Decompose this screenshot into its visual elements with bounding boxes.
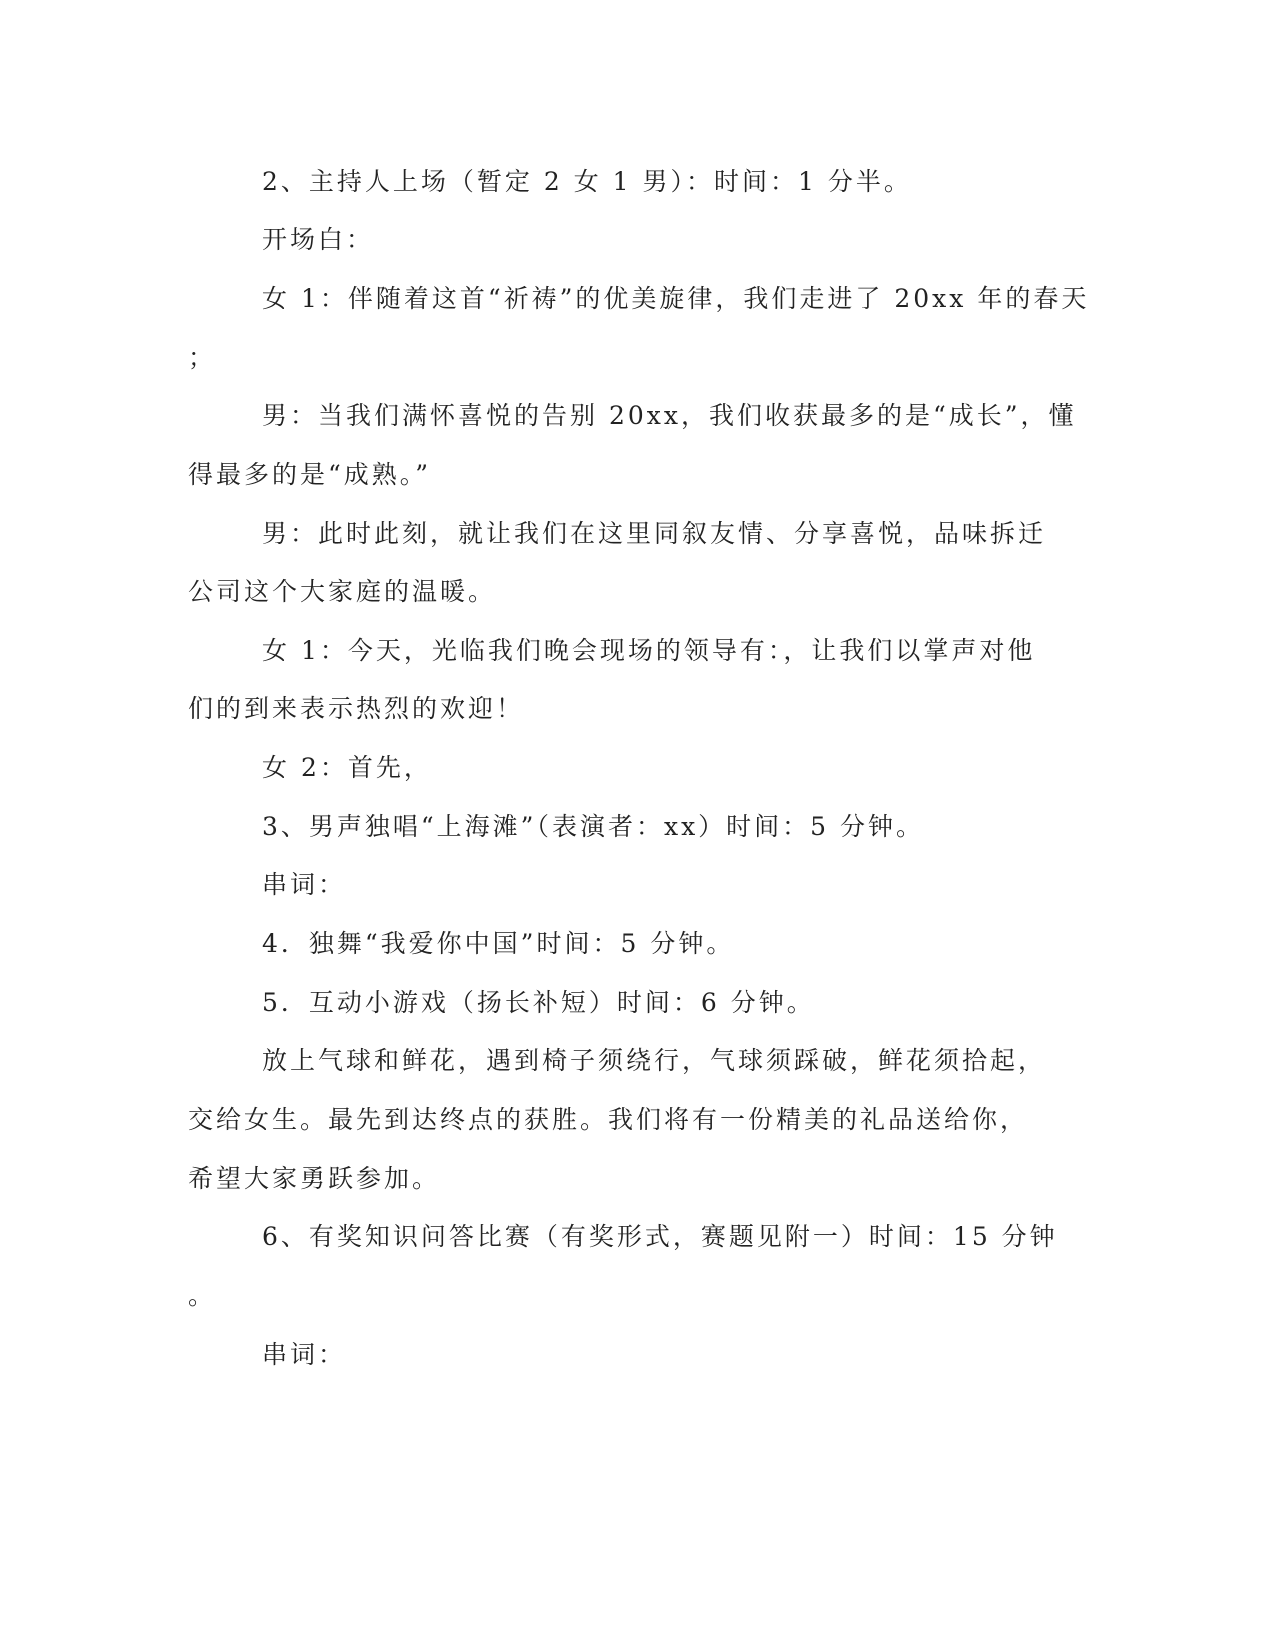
paragraph-line: 。 [188,1281,217,1310]
paragraph-line: 串词： [262,1340,347,1369]
paragraph-line: 3、男声独唱“上海滩”（表演者：xx）时间：5 分钟。 [262,812,925,841]
paragraph-line: 交给女生。最先到达终点的获胜。我们将有一份精美的礼品送给你， [188,1105,1029,1134]
paragraph-line: 2、主持人上场（暂定 2 女 1 男）：时间：1 分半。 [262,167,912,196]
paragraph-line: 开场白： [262,225,375,254]
paragraph-line: 希望大家勇跃参加。 [188,1164,441,1193]
paragraph-line: 女 1：伴随着这首“祈祷”的优美旋律，我们走进了 20xx 年的春天 [262,284,1090,313]
paragraph-line: 放上气球和鲜花，遇到椅子须绕行，气球须踩破，鲜花须拾起， [262,1046,1047,1075]
paragraph-line: 4．独舞“我爱你中国”时间：5 分钟。 [262,929,735,958]
paragraph-line: 们的到来表示热烈的欢迎！ [188,694,525,723]
paragraph-line: 6、有奖知识问答比赛（有奖形式，赛题见附一）时间：15 分钟 [262,1222,1058,1251]
paragraph-line: 男：此时此刻，就让我们在这里同叙友情、分享喜悦，品味拆迁 [262,519,1047,548]
paragraph-line: 串词： [262,870,347,899]
paragraph-line: 得最多的是“成熟。” [188,460,432,489]
paragraph-line: 男：当我们满怀喜悦的告别 20xx，我们收获最多的是“成长”，懂 [262,401,1077,430]
paragraph-line: 5．互动小游戏（扬长补短）时间：6 分钟。 [262,988,815,1017]
paragraph-line: ； [188,343,217,372]
paragraph-line: 女 2：首先， [262,753,432,782]
paragraph-line: 公司这个大家庭的温暖。 [188,577,497,606]
paragraph-line: 女 1：今天，光临我们晚会现场的领导有：，让我们以掌声对他 [262,636,1036,665]
